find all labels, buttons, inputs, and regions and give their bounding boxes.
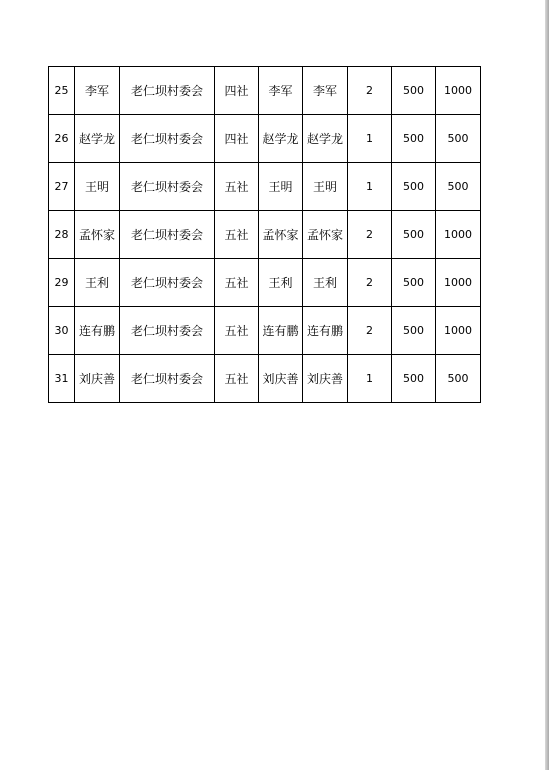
- cell-group: 五社: [215, 211, 259, 259]
- cell-total-amount: 1000: [436, 211, 481, 259]
- cell-name: 赵学龙: [75, 115, 120, 163]
- cell-recipient: 王明: [259, 163, 303, 211]
- cell-row-number: 28: [49, 211, 75, 259]
- cell-group: 五社: [215, 259, 259, 307]
- cell-account-holder: 刘庆善: [303, 355, 348, 403]
- cell-total-amount: 500: [436, 115, 481, 163]
- cell-account-holder: 王明: [303, 163, 348, 211]
- cell-row-number: 29: [49, 259, 75, 307]
- cell-name: 孟怀家: [75, 211, 120, 259]
- cell-count: 1: [348, 355, 392, 403]
- cell-recipient: 李军: [259, 67, 303, 115]
- cell-count: 2: [348, 211, 392, 259]
- cell-group: 四社: [215, 67, 259, 115]
- cell-recipient: 赵学龙: [259, 115, 303, 163]
- cell-village-committee: 老仁坝村委会: [120, 211, 215, 259]
- table-row: [49, 307, 481, 355]
- cell-name: 王明: [75, 163, 120, 211]
- cell-account-holder: 赵学龙: [303, 115, 348, 163]
- cell-account-holder: 李军: [303, 67, 348, 115]
- cell-total-amount: 500: [436, 355, 481, 403]
- cell-total-amount: 1000: [436, 307, 481, 355]
- cell-recipient: 连有鹏: [259, 307, 303, 355]
- data-table: [48, 66, 481, 403]
- cell-recipient: 孟怀家: [259, 211, 303, 259]
- cell-village-committee: 老仁坝村委会: [120, 355, 215, 403]
- table-row: [49, 115, 481, 163]
- cell-group: 五社: [215, 307, 259, 355]
- cell-account-holder: 王利: [303, 259, 348, 307]
- cell-name: 王利: [75, 259, 120, 307]
- cell-recipient: 刘庆善: [259, 355, 303, 403]
- cell-name: 李军: [75, 67, 120, 115]
- cell-count: 2: [348, 307, 392, 355]
- cell-count: 2: [348, 259, 392, 307]
- cell-unit-amount: 500: [392, 163, 436, 211]
- table-row: [49, 259, 481, 307]
- cell-account-holder: 连有鹏: [303, 307, 348, 355]
- cell-group: 四社: [215, 115, 259, 163]
- cell-row-number: 30: [49, 307, 75, 355]
- table-row: [49, 67, 481, 115]
- table-row: [49, 211, 481, 259]
- cell-group: 五社: [215, 355, 259, 403]
- cell-total-amount: 1000: [436, 67, 481, 115]
- table-row: [49, 163, 481, 211]
- cell-name: 连有鹏: [75, 307, 120, 355]
- cell-count: 1: [348, 115, 392, 163]
- cell-row-number: 31: [49, 355, 75, 403]
- cell-name: 刘庆善: [75, 355, 120, 403]
- cell-unit-amount: 500: [392, 211, 436, 259]
- cell-unit-amount: 500: [392, 67, 436, 115]
- cell-village-committee: 老仁坝村委会: [120, 67, 215, 115]
- cell-group: 五社: [215, 163, 259, 211]
- cell-total-amount: 1000: [436, 259, 481, 307]
- cell-unit-amount: 500: [392, 307, 436, 355]
- cell-recipient: 王利: [259, 259, 303, 307]
- cell-row-number: 26: [49, 115, 75, 163]
- cell-village-committee: 老仁坝村委会: [120, 259, 215, 307]
- cell-village-committee: 老仁坝村委会: [120, 307, 215, 355]
- table-row: [49, 355, 481, 403]
- cell-village-committee: 老仁坝村委会: [120, 163, 215, 211]
- cell-row-number: 25: [49, 67, 75, 115]
- cell-total-amount: 500: [436, 163, 481, 211]
- cell-count: 1: [348, 163, 392, 211]
- cell-village-committee: 老仁坝村委会: [120, 115, 215, 163]
- cell-unit-amount: 500: [392, 115, 436, 163]
- cell-unit-amount: 500: [392, 355, 436, 403]
- cell-count: 2: [348, 67, 392, 115]
- cell-row-number: 27: [49, 163, 75, 211]
- table-body: [49, 67, 481, 403]
- page-edge-shadow: [545, 0, 549, 770]
- cell-unit-amount: 500: [392, 259, 436, 307]
- cell-account-holder: 孟怀家: [303, 211, 348, 259]
